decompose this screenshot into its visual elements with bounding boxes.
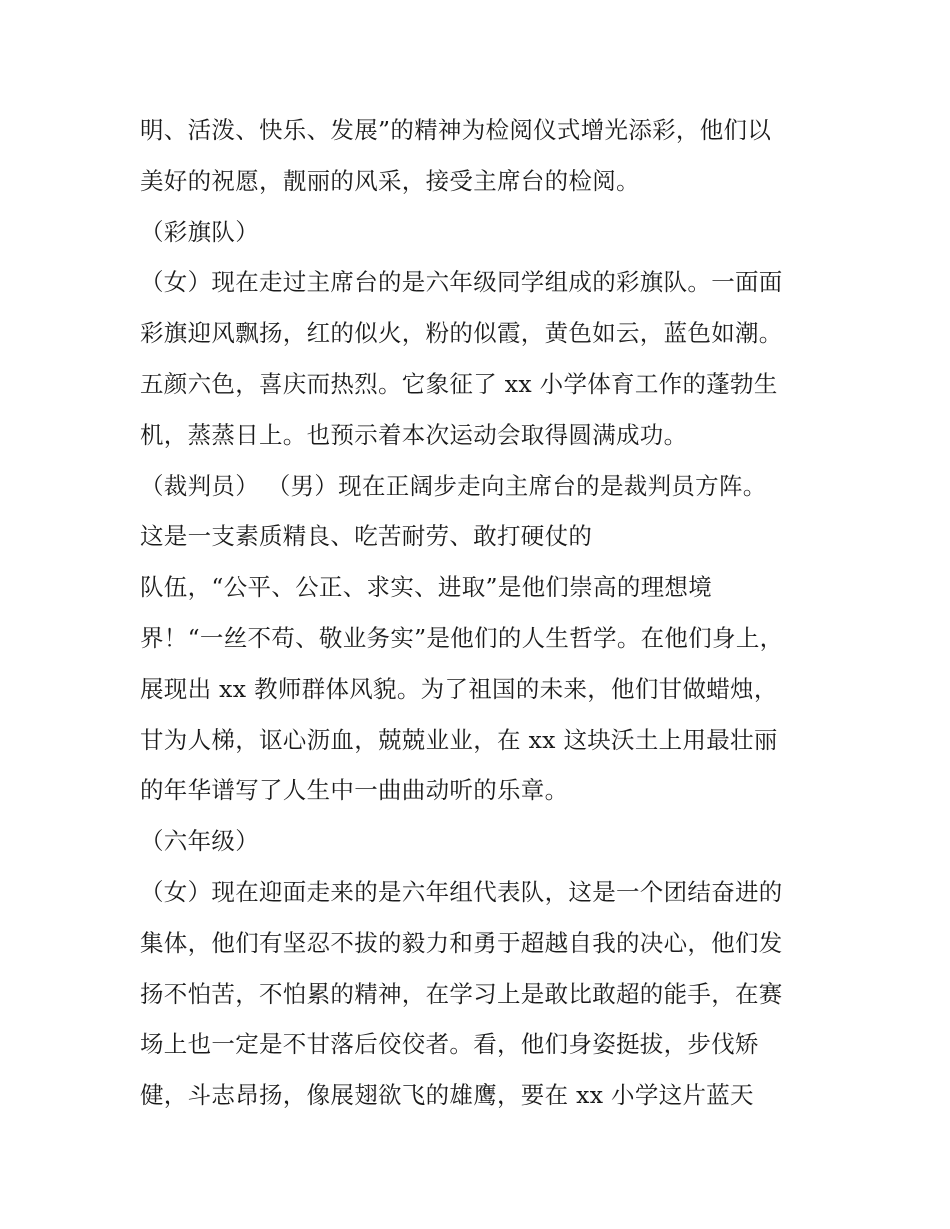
text-line: 界！“一丝不苟、敬业务实”是他们的人生哲学。在他们身上， xyxy=(140,623,784,652)
text-line: 甘为人梯，讴心沥血，兢兢业业，在 xx 这块沃土上用最壮丽 xyxy=(140,725,778,754)
text-line: 五颜六色，喜庆而热烈。它象征了 xx 小学体育工作的蓬勃生 xyxy=(140,369,778,398)
text-line: 的年华谱写了人生中一曲曲动听的乐章。 xyxy=(140,776,569,805)
section-heading-referees: （裁判员） （男）现在正阔步走向主席台的是裁判员方阵。 xyxy=(140,471,767,500)
section-heading-grade-six: （六年级） xyxy=(140,827,259,856)
text-line: （女）现在迎面走来的是六年组代表队，这是一个团结奋进的 xyxy=(140,877,783,906)
text-line: 机，蒸蒸日上。也预示着本次运动会取得圆满成功。 xyxy=(140,420,688,449)
text-line: （女）现在走过主席台的是六年级同学组成的彩旗队。一面面 xyxy=(140,268,783,297)
text-line: 队伍，“公平、公正、求实、进取”是他们崇高的理想境 xyxy=(140,573,713,602)
text-line: 明、活泼、快乐、发展”的精神为检阅仪式增光添彩，他们以 xyxy=(140,116,772,144)
text-line: 这是一支素质精良、吃苦耐劳、敢打硬仗的 xyxy=(140,522,593,551)
text-line: 场上也一定是不甘落后佼佼者。看，他们身姿挺拔，步伐矫 xyxy=(140,1030,759,1059)
section-heading-flag-team: （彩旗队） xyxy=(140,217,259,246)
body-text xyxy=(140,105,820,1121)
text-line: 美好的祝愿，靓丽的风采，接受主席台的检阅。 xyxy=(140,166,640,195)
text-line: 健，斗志昂扬，像展翅欲飞的雄鹰，要在 xx 小学这片蓝天 xyxy=(140,1081,754,1110)
text-line: 扬不怕苦，不怕累的精神，在学习上是敢比敢超的能手，在赛 xyxy=(140,979,783,1008)
text-line: 彩旗迎风飘扬，红的似火，粉的似霞，黄色如云，蓝色如潮。 xyxy=(140,319,783,348)
text-line: 集体，他们有坚忍不拔的毅力和勇于超越自我的决心，他们发 xyxy=(140,928,783,957)
text-line: 展现出 xx 教师群体风貌。为了祖国的未来，他们甘做蜡烛， xyxy=(140,674,778,703)
